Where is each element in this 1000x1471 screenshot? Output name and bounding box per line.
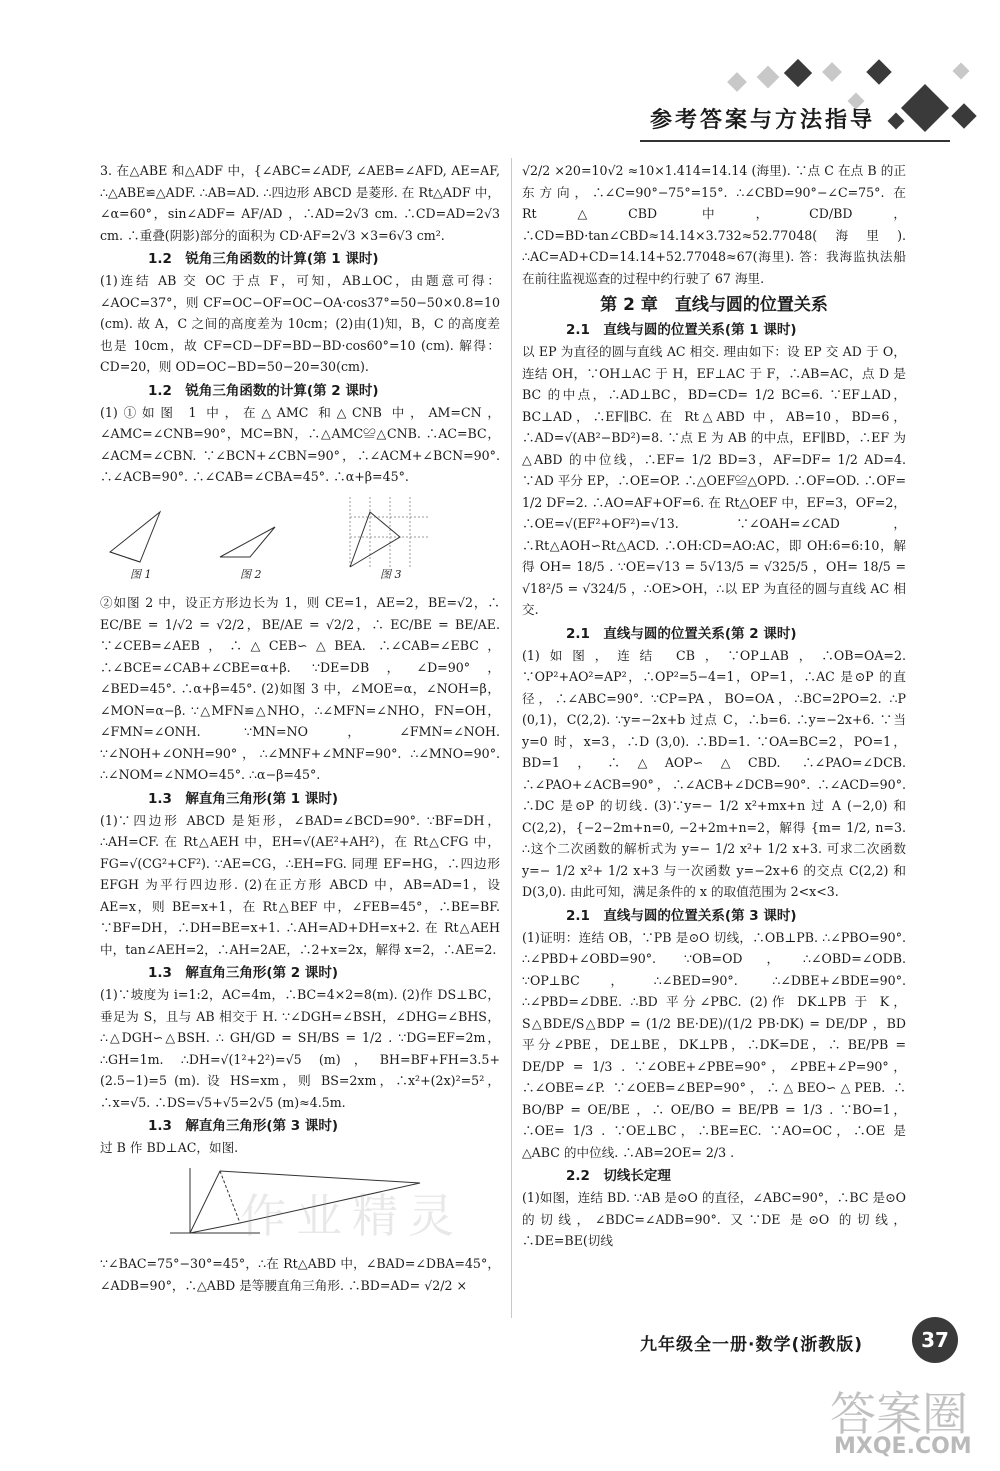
figure-caption: 图 2 <box>240 567 262 581</box>
section-heading: 1.2 锐角三角函数的计算(第 2 课时) <box>148 382 379 399</box>
section-heading: 1.2 锐角三角函数的计算(第 1 课时) <box>148 251 379 267</box>
figure-caption: 图 3 <box>380 567 402 581</box>
section-heading: 1.3 解直角三角形(第 2 课时) <box>148 965 339 981</box>
answer-paragraph: 过 B 作 BD⊥AC，如图. <box>100 1140 239 1155</box>
section-heading: 2.1 直线与圆的位置关系(第 3 课时) <box>566 907 797 924</box>
answer-paragraph: (1)连结 AB 交 OC 于点 F，可知，AB⊥OC，由题意可得：∠AOC=37°，则 CF=OC−OF=OC−OA·cos37°=50−50×0.8=10 (cm). 故 A，C 之间的高度差为 10cm；(2)由(1)知，B，C 的高度差也是 10cm，故 CF=CD−DF=BD−BD·cos60°=10 (cm). 解得：CD=20，则 OD=OC−BD=50−20=30(cm). <box>100 273 500 374</box>
answer-paragraph: (1)①如图 1 中，在△AMC 和△CNB 中，AM=CN，∠AMC=∠CNB=90°，MC=BN，∴△AMC≌△CNB. ∴AC=BC，∠ACM=∠CBN. ∵∠BCN+∠CBN=90°，∴∠ACM+∠BCN=90°. ∴∠ACB=90°. ∴∠CAB=∠CBA=45°. ∴α+β=45°. <box>100 404 500 484</box>
section-heading: 2.1 直线与圆的位置关系(第 1 课时) <box>566 322 797 338</box>
answer-paragraph: (1)∵四边形 ABCD 是矩形，∠BAD=∠BCD=90°. ∵BF=DH，∴AH=CF. 在 Rt△AEH 中，EH=√(AE²+AH²)，在 Rt△CFG 中，FG=√(CG²+CF²). ∵AE=CG，∴EH=FG. 同理 EF=HG，∴四边形 EFGH 为平行四边形. (2)在正方形 ABCD 中，AB=AD=1，设 AE=x，则 BE=x+1，在 Rt△BEF 中，∠FEB=45°，∴BE=BF. ∵BF=DH，∴DH=BE=x+1. ∴AH=AD+DH=x+2. 在 Rt△AEH 中，tan∠AEH=2，∴AH=2AE，∴2+x=2x，解得 x=2，∴AE=2. <box>100 812 500 957</box>
answer-paragraph: ②如图 2 中，设正方形边长为 1，则 CE=1，AE=2，BE=√2，∴ EC/BE = 1/√2 = √2/2，BE/AE = √2/2，∴ EC/BE = BE/AE. ∵∠CEB=∠AEB，∴△CEB∽△BEA. ∴∠CAB=∠EBC，∴∠BCE=∠CAB+∠CBE=α+β. ∵DE=DB，∠D=90°，∠BED=45°. ∴α+β=45°. (2)如图 3 中，∠MOE=α，∠NOH=β，∠MON=α−β. ∵△MFN≌△NHO，∴∠MFN=∠NHO，FN=OH，∠FMN=∠ONH. ∵MN=NO，∠FMN=∠NOH. ∵∠NOH+∠ONH=90°，∴∠MNF+∠MNF=90°. ∴∠MNO=90°. ∴∠NOM=∠NMO=45°. ∴α−β=45°. <box>100 595 500 782</box>
corner-watermark-url: MXQE.COM <box>834 1434 972 1459</box>
grid-figures <box>100 492 500 582</box>
figures-1-2-3 <box>100 492 500 589</box>
answer-paragraph: (1)如图，连结 BD. ∵AB 是⊙O 的直径，∠ABC=90°，∴BC 是⊙O 的切线，∠BDC=∠ADB=90°. 又∵DE 是⊙O 的切线，∴DE=BE(切线 <box>522 1190 906 1248</box>
section-heading: 2.1 直线与圆的位置关系(第 2 课时) <box>566 625 797 642</box>
answer-paragraph: 以 EP 为直径的圆与直线 AC 相交. 理由如下：设 EP 交 AD 于 O，连结 OH，∵OH⊥AC 于 H，EF⊥AC 于 F，∴AB=AC，点 D 是 BC 的中点，∴AD⊥BC，BD=CD= 1/2 BC=6. ∵EF⊥AD，BC⊥AD，∴EF∥BC. 在 Rt△ABD 中，AB=10，BD=6，∴AD=√(AB²−BD²)=8. ∵点 E 为 AB 的中点，EF∥BD，∴EF 为△ABD 的中位线，∴EF= 1/2 BD=3，AF=DF= 1/2 AD=4. ∵AD 平分 EP，∴OE=OP. ∴△OEF≌△OPD. ∴OF=OD. ∴OF= 1/2 DF=2. ∴AO=AF+OF=6. 在 Rt△OEF 中，EF=3，OF=2，∴OE=√(EF²+OF²)=√13. ∵∠OAH=∠CAD，∴Rt△AOH∽Rt△ACD. ∴OH:CD=AO:AC，即 OH:6=6:10，解得 OH= 18/5 . ∵OE=√13 = 5√13/5 = √325/5 ，OH= 18/5 = √18²/5 = √324/5 ，∴OE>OH，∴以 EP 为直径的圆与直线 AC 相交. <box>522 344 906 617</box>
footer-book-title: 九年级全一册·数学(浙教版) <box>640 1335 863 1355</box>
left-column <box>100 160 500 1296</box>
header-rule <box>640 140 950 142</box>
answer-paragraph: √2/2 ×20=10√2 ≈10×1.414=14.14 (海里). ∵点 C 在点 B 的正东方向，∴∠C=90°−75°=15°. ∴∠CBD=90°−∠C=75°. 在 Rt△CBD 中，CD/BD，∴CD=BD·tan∠CBD≈14.14×3.732≈52.77048(海里). ∴AC=AD+CD=14.14+52.77048≈67(海里). 答：我海监执法船在前往监视巡查的过程中约行驶了 67 海里. <box>522 163 906 286</box>
answer-paragraph: (1)∵坡度为 i=1:2，AC=4m，∴BC=4×2=8(m). (2)作 DS⊥BC，垂足为 S，且与 AB 相交于 H. ∵∠DGH=∠BSH，∠DHG=∠BHS，∴△DGH∽△BSH. ∴ GH/GD = SH/BS = 1/2 . ∵DG=EF=2m，∴GH=1m. ∴DH=√(1²+2²)=√5 (m)，BH=BF+FH=3.5+(2.5−1)=5 (m). 设 HS=xm，则 BS=2xm，∴x²+(2x)²=5²，∴x=√5. ∴DS=√5+√5=2√5 (m)≈4.5m. <box>100 987 500 1110</box>
answer-paragraph: (1)如图，连结 CB，∵OP⊥AB，∴OB=OA=2. ∵OP²+AO²=AP²，∴OP²=5−4=1，OP=1，∴AC 是⊙P 的直径，∴∠ABC=90°. ∵CP=PA，BO=OA，∴BC=2PO=2. ∴P (0,1)，C(2,2). ∵y=−2x+b 过点 C，∴b=6. ∴y=−2x+6. ∵当 y=0 时，x=3，∴D (3,0). ∴BD=1. ∵OA=BC=2，PO=1，BD=1，∴△AOP∽△CBD. ∴∠PAO=∠DCB. ∴∠PAO+∠ACB=90°，∴∠ACB+∠DCB=90°. ∴∠ACD=90°. ∴DC 是⊙P 的切线. (3)∵y=− 1/2 x²+mx+n 过 A (−2,0) 和 C(2,2)，{−2−2m+n=0, −2+2m+n=2，解得 {m= 1/2, n=3. ∴这个二次函数的解析式为 y=− 1/2 x²+ 1/2 x+3. 可求二次函数 y=− 1/2 x²+ 1/2 x+3 与一次函数 y=−2x+6 的交点 C(2,2) 和 D(3,0). 由此可知，满足条件的 x 的取值范围为 2<x<3. <box>522 647 906 899</box>
corner-watermark <box>820 1378 990 1468</box>
right-column <box>522 160 906 1252</box>
section-heading: 1.3 解直角三角形(第 3 课时) <box>148 1118 339 1134</box>
answer-paragraph: ∵∠BAC=75°−30°=45°，∴在 Rt△ABD 中，∠BAD=∠DBA=45°，∠ADB=90°，∴△ABD 是等腰直角三角形. ∴BD=AD= √2/2 × <box>100 1256 500 1293</box>
watermark-text: 作业精灵 <box>240 1189 464 1243</box>
column-divider <box>511 158 512 1318</box>
answer-paragraph: (1)证明：连结 OB，∵PB 是⊙O 切线，∴OB⊥PB. ∴∠PBO=90°. ∴∠PBD+∠OBD=90°. ∵OB=OD，∴∠OBD=∠ODB. ∵OP⊥BC，∴∠BED=90°. ∴∠DBE+∠BDE=90°. ∴∠PBD=∠DBE. ∴BD 平分∠PBC. (2)作 DK⊥PB 于 K，S△BDE/S△BDP = (1/2 BE·DE)/(1/2 PB·DK) = DE/DP ，BD 平分∠PBE，DE⊥BE，DK⊥PB，∴DK=DE，∴ BE/PB = DE/DP = 1/3 . ∵∠OBE+∠PBE=90°，∠PBE+∠P=90°，∴∠OBE=∠P. ∵∠OEB=∠BEP=90°，∴△BEO∽△PEB. ∴ BO/BP = OE/BE ，∴ OE/BO = BE/PB = 1/3 . ∵BO=1，∴OE= 1/3 . ∵OE⊥BC，∴BE=EC. ∵AO=OC，∴OE 是△ABC 的中位线. ∴AB=2OE= 2/3 . <box>522 929 906 1160</box>
header-title: 参考答案与方法指导 <box>650 108 876 133</box>
section-heading: 2.2 切线长定理 <box>566 1168 671 1184</box>
page-header <box>0 0 1000 150</box>
figure-caption: 图 1 <box>130 567 152 581</box>
answer-paragraph: 3. 在△ABE 和△ADF 中，{∠ABC=∠ADF, ∠AEB=∠AFD, AE=AF, ∴△ABE≌△ADF. ∴AB=AD. ∴四边形 ABCD 是菱形. 在 Rt△ADF 中，∠α=60°，sin∠ADF= AF/AD ，∴AD=2√3 cm. ∴CD=AD=2√3 cm. ∴重叠(阴影)部分的面积为 CD·AF=2√3 ×3=6√3 cm². <box>100 163 500 243</box>
corner-watermark-logo: 答案圈 <box>830 1387 968 1441</box>
section-heading: 1.3 解直角三角形(第 1 课时) <box>148 790 339 807</box>
page-number: 37 <box>912 1317 958 1363</box>
chapter-heading: 第 2 章 直线与圆的位置关系 <box>600 295 828 315</box>
